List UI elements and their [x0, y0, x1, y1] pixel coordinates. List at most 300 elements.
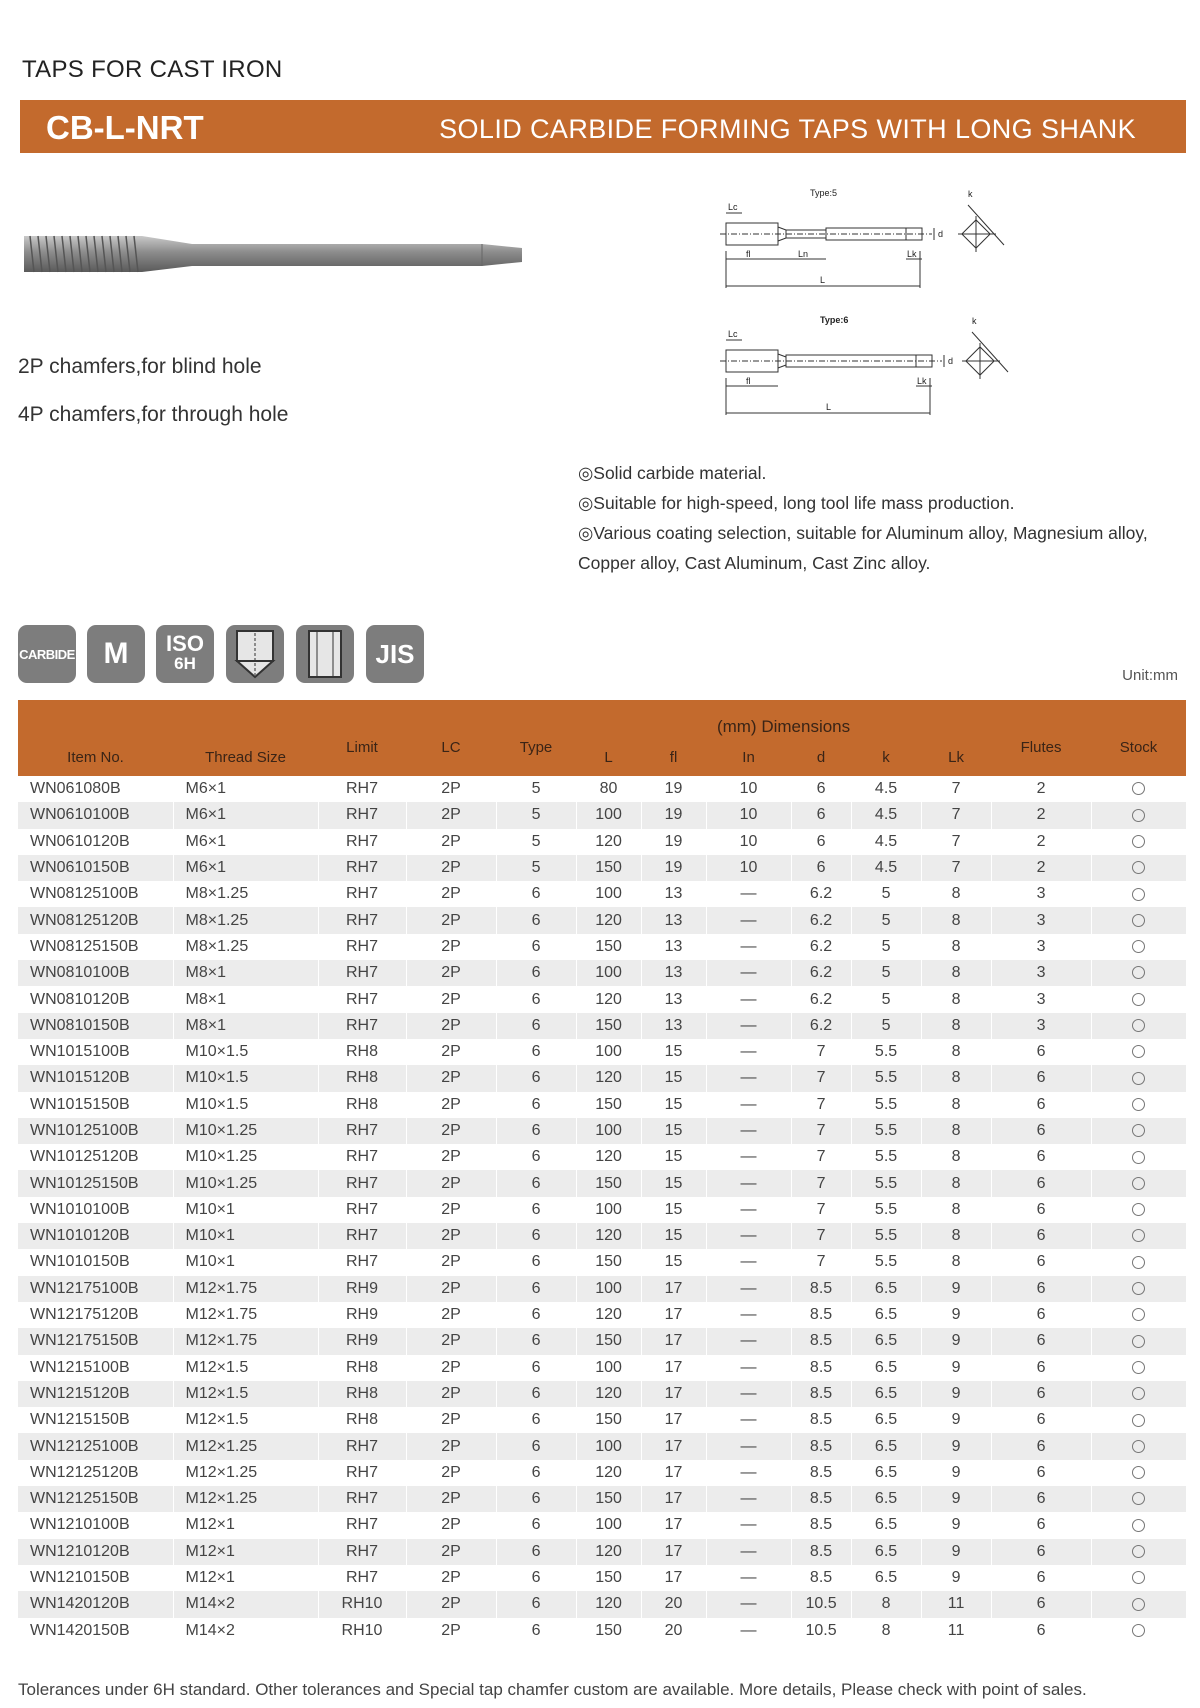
cell-stock [1091, 1591, 1186, 1617]
cell-d: 7 [791, 1249, 851, 1275]
cell-stock [1091, 907, 1186, 933]
cell-flutes: 6 [991, 1065, 1091, 1091]
cell-d: 6 [791, 855, 851, 881]
cell-stock [1091, 1092, 1186, 1118]
cell-thread-size: M6×1 [173, 829, 318, 855]
cell-k: 5 [851, 1013, 921, 1039]
cell-flutes: 6 [991, 1591, 1091, 1617]
cell-limit: RH7 [318, 934, 406, 960]
cell-item-no: WN12175150B [18, 1328, 173, 1354]
cell-limit: RH8 [318, 1407, 406, 1433]
cell-length: 120 [576, 1381, 641, 1407]
cell-lc: 2P [406, 802, 496, 828]
cell-lc: 2P [406, 1170, 496, 1196]
type5-ln-label: Ln [798, 249, 809, 259]
cell-stock [1091, 1407, 1186, 1433]
cell-type: 6 [496, 1144, 576, 1170]
cell-k: 6.5 [851, 1565, 921, 1591]
table-row [18, 1039, 1186, 1065]
cell-flutes: 6 [991, 1249, 1091, 1275]
cell-type: 6 [496, 1328, 576, 1354]
cell-length: 120 [576, 1302, 641, 1328]
cell-lc: 2P [406, 1460, 496, 1486]
cell-stock [1091, 1013, 1186, 1039]
cell-ln: — [706, 1065, 791, 1091]
cell-ln: — [706, 1460, 791, 1486]
cell-length: 150 [576, 1328, 641, 1354]
cell-type: 6 [496, 1512, 576, 1538]
cell-flutes: 6 [991, 1197, 1091, 1223]
cell-type: 6 [496, 1170, 576, 1196]
cell-thread-size: M10×1 [173, 1197, 318, 1223]
cell-limit: RH7 [318, 1486, 406, 1512]
feature-item: ◎Suitable for high-speed, long tool life mass production. [578, 493, 1015, 513]
cell-limit: RH10 [318, 1591, 406, 1617]
cell-length: 150 [576, 1486, 641, 1512]
cell-item-no: WN1015120B [18, 1065, 173, 1091]
type5-l-label: L [820, 275, 826, 285]
cell-type: 6 [496, 1249, 576, 1275]
cell-stock [1091, 1381, 1186, 1407]
cell-ln: — [706, 1249, 791, 1275]
cell-flutes: 6 [991, 1512, 1091, 1538]
cell-lc: 2P [406, 986, 496, 1012]
cell-stock [1091, 1328, 1186, 1354]
cell-thread-size: M8×1.25 [173, 881, 318, 907]
table-row [18, 1197, 1186, 1223]
cell-flutes: 6 [991, 1433, 1091, 1459]
cell-length: 120 [576, 1539, 641, 1565]
cell-lk: 8 [921, 1118, 991, 1144]
stock-circle-icon [1132, 1387, 1145, 1400]
cell-d: 6.2 [791, 960, 851, 986]
cell-limit: RH7 [318, 960, 406, 986]
cell-k: 6.5 [851, 1328, 921, 1354]
cell-d: 8.5 [791, 1355, 851, 1381]
cell-k: 5.5 [851, 1144, 921, 1170]
cell-lk: 8 [921, 1092, 991, 1118]
stock-circle-icon [1132, 1571, 1145, 1584]
cell-item-no: WN1015100B [18, 1039, 173, 1065]
cell-k: 6.5 [851, 1302, 921, 1328]
cell-d: 6.2 [791, 934, 851, 960]
cell-fl: 13 [641, 881, 706, 907]
cell-thread-size: M8×1.25 [173, 907, 318, 933]
cell-item-no: WN12175120B [18, 1302, 173, 1328]
cell-ln: 10 [706, 855, 791, 881]
cell-lk: 9 [921, 1512, 991, 1538]
jis-badge-icon: JIS [366, 625, 424, 683]
table-row [18, 934, 1186, 960]
cell-stock [1091, 1065, 1186, 1091]
cell-item-no: WN0610120B [18, 829, 173, 855]
cell-length: 100 [576, 1276, 641, 1302]
table-row [18, 1223, 1186, 1249]
cell-thread-size: M12×1.75 [173, 1302, 318, 1328]
cell-stock [1091, 1302, 1186, 1328]
cell-lk: 7 [921, 776, 991, 802]
cell-flutes: 6 [991, 1144, 1091, 1170]
cell-length: 120 [576, 1460, 641, 1486]
cell-limit: RH9 [318, 1328, 406, 1354]
cell-stock [1091, 986, 1186, 1012]
chamfer-note-blind: 2P chamfers,for blind hole [18, 355, 262, 378]
cell-stock [1091, 1565, 1186, 1591]
cell-flutes: 6 [991, 1565, 1091, 1591]
cell-k: 6.5 [851, 1486, 921, 1512]
cell-k: 8 [851, 1591, 921, 1617]
cell-lk: 9 [921, 1381, 991, 1407]
cell-stock [1091, 855, 1186, 881]
cell-lc: 2P [406, 1223, 496, 1249]
cell-length: 150 [576, 934, 641, 960]
cell-limit: RH8 [318, 1355, 406, 1381]
cell-flutes: 3 [991, 881, 1091, 907]
cell-type: 6 [496, 1197, 576, 1223]
stock-circle-icon [1132, 835, 1145, 848]
feature-item: ◎Various coating selection, suitable for Aluminum alloy, Magnesium alloy, Copper alloy, Cast Aluminum, Cast Zinc alloy. [578, 523, 1148, 573]
tap-product-image [22, 222, 522, 282]
cell-k: 5.5 [851, 1170, 921, 1196]
cell-length: 120 [576, 1065, 641, 1091]
cell-flutes: 3 [991, 907, 1091, 933]
cell-stock [1091, 1539, 1186, 1565]
cell-type: 6 [496, 1013, 576, 1039]
cell-k: 8 [851, 1618, 921, 1644]
cell-lk: 7 [921, 829, 991, 855]
cell-limit: RH7 [318, 1433, 406, 1459]
carbide-badge-icon: CARBIDE [18, 625, 76, 683]
cell-item-no: WN1215100B [18, 1355, 173, 1381]
cell-item-no: WN1010150B [18, 1249, 173, 1275]
table-row [18, 1486, 1186, 1512]
type6-k-label: k [972, 316, 977, 326]
cell-length: 100 [576, 1512, 641, 1538]
cell-limit: RH7 [318, 1144, 406, 1170]
cell-thread-size: M10×1.5 [173, 1092, 318, 1118]
through-hole-badge-icon [296, 625, 354, 683]
cell-k: 5.5 [851, 1092, 921, 1118]
iso-grade-text: 6H [174, 654, 196, 673]
cell-d: 6.2 [791, 881, 851, 907]
cell-length: 150 [576, 1407, 641, 1433]
cell-ln: — [706, 1170, 791, 1196]
cell-lk: 11 [921, 1618, 991, 1644]
cell-limit: RH8 [318, 1065, 406, 1091]
cell-thread-size: M8×1 [173, 986, 318, 1012]
table-row [18, 1539, 1186, 1565]
cell-thread-size: M10×1.25 [173, 1144, 318, 1170]
stock-circle-icon [1132, 1282, 1145, 1295]
cell-ln: — [706, 881, 791, 907]
cell-flutes: 6 [991, 1170, 1091, 1196]
cell-lk: 8 [921, 1065, 991, 1091]
cell-thread-size: M10×1.5 [173, 1065, 318, 1091]
type5-lk-label: Lk [907, 249, 917, 259]
cell-lc: 2P [406, 1302, 496, 1328]
feature-item: ◎Solid carbide material. [578, 463, 767, 483]
cell-item-no: WN10125100B [18, 1118, 173, 1144]
cell-length: 100 [576, 802, 641, 828]
table-row [18, 1118, 1186, 1144]
cell-lk: 8 [921, 1039, 991, 1065]
cell-thread-size: M12×1 [173, 1539, 318, 1565]
cell-fl: 17 [641, 1355, 706, 1381]
cell-flutes: 6 [991, 1092, 1091, 1118]
cell-k: 5 [851, 960, 921, 986]
cell-fl: 17 [641, 1460, 706, 1486]
cell-fl: 17 [641, 1407, 706, 1433]
cell-d: 10.5 [791, 1591, 851, 1617]
cell-thread-size: M10×1 [173, 1249, 318, 1275]
cell-lk: 7 [921, 802, 991, 828]
cell-k: 6.5 [851, 1512, 921, 1538]
cell-type: 6 [496, 1486, 576, 1512]
stock-circle-icon [1132, 1335, 1145, 1348]
type5-d-label: d [938, 229, 944, 239]
table-row [18, 1092, 1186, 1118]
cell-length: 100 [576, 1433, 641, 1459]
cell-fl: 19 [641, 829, 706, 855]
cell-limit: RH9 [318, 1302, 406, 1328]
cell-lk: 8 [921, 907, 991, 933]
cell-k: 6.5 [851, 1381, 921, 1407]
cell-limit: RH8 [318, 1092, 406, 1118]
cell-ln: — [706, 1092, 791, 1118]
cell-k: 5 [851, 881, 921, 907]
type5-lc-label: Lc [728, 202, 738, 212]
stock-circle-icon [1132, 1124, 1145, 1137]
cell-flutes: 3 [991, 1013, 1091, 1039]
cell-limit: RH7 [318, 1223, 406, 1249]
cell-lc: 2P [406, 1591, 496, 1617]
cell-lc: 2P [406, 1407, 496, 1433]
type6-diagram [706, 310, 1026, 420]
cell-stock [1091, 1223, 1186, 1249]
stock-circle-icon [1132, 1519, 1145, 1532]
cell-thread-size: M6×1 [173, 776, 318, 802]
cell-length: 100 [576, 1118, 641, 1144]
cell-item-no: WN0810120B [18, 986, 173, 1012]
cell-d: 6 [791, 802, 851, 828]
cell-item-no: WN1210150B [18, 1565, 173, 1591]
cell-d: 8.5 [791, 1460, 851, 1486]
cell-type: 6 [496, 1118, 576, 1144]
cell-ln: — [706, 1618, 791, 1644]
cell-fl: 15 [641, 1039, 706, 1065]
cell-k: 6.5 [851, 1539, 921, 1565]
col-ln: In [706, 738, 791, 776]
cell-flutes: 6 [991, 1276, 1091, 1302]
cell-k: 6.5 [851, 1355, 921, 1381]
cell-d: 6.2 [791, 986, 851, 1012]
cell-ln: — [706, 1591, 791, 1617]
cell-d: 7 [791, 1223, 851, 1249]
cell-fl: 15 [641, 1249, 706, 1275]
cell-lc: 2P [406, 960, 496, 986]
cell-length: 120 [576, 1591, 641, 1617]
cell-lc: 2P [406, 1618, 496, 1644]
cell-fl: 17 [641, 1433, 706, 1459]
footnote: Tolerances under 6H standard. Other tolerances and Special tap chamfer custom are available. More details, Please check with point of sales. [18, 1680, 1087, 1699]
cell-limit: RH7 [318, 1118, 406, 1144]
cell-lk: 8 [921, 1197, 991, 1223]
cell-fl: 19 [641, 802, 706, 828]
cell-thread-size: M6×1 [173, 855, 318, 881]
cell-fl: 15 [641, 1118, 706, 1144]
type5-title: Type:5 [810, 188, 838, 198]
cell-length: 150 [576, 855, 641, 881]
cell-thread-size: M12×1.75 [173, 1328, 318, 1354]
cell-lk: 9 [921, 1407, 991, 1433]
cell-item-no: WN1420150B [18, 1618, 173, 1644]
cell-fl: 17 [641, 1512, 706, 1538]
stock-circle-icon [1132, 1177, 1145, 1190]
cell-thread-size: M14×2 [173, 1591, 318, 1617]
table-row [18, 1276, 1186, 1302]
cell-type: 6 [496, 1302, 576, 1328]
cell-fl: 13 [641, 907, 706, 933]
stock-circle-icon [1132, 1256, 1145, 1269]
header-spacer-right [991, 700, 1186, 738]
cell-thread-size: M12×1.25 [173, 1486, 318, 1512]
cell-ln: — [706, 1223, 791, 1249]
cell-limit: RH8 [318, 1039, 406, 1065]
cell-thread-size: M10×1.5 [173, 1039, 318, 1065]
stock-circle-icon [1132, 914, 1145, 927]
cell-limit: RH10 [318, 1618, 406, 1644]
cell-type: 6 [496, 1223, 576, 1249]
cell-flutes: 3 [991, 934, 1091, 960]
cell-lk: 9 [921, 1302, 991, 1328]
cell-type: 6 [496, 1407, 576, 1433]
cell-ln: — [706, 986, 791, 1012]
table-row [18, 1144, 1186, 1170]
cell-item-no: WN1210120B [18, 1539, 173, 1565]
product-banner [20, 100, 1186, 153]
cell-k: 5.5 [851, 1223, 921, 1249]
cell-lc: 2P [406, 1144, 496, 1170]
cell-thread-size: M6×1 [173, 802, 318, 828]
cell-limit: RH7 [318, 802, 406, 828]
model-code: CB-L-NRT [46, 109, 204, 146]
cell-stock [1091, 1355, 1186, 1381]
cell-length: 100 [576, 1355, 641, 1381]
cell-type: 5 [496, 829, 576, 855]
cell-fl: 20 [641, 1591, 706, 1617]
cell-k: 5.5 [851, 1118, 921, 1144]
stock-circle-icon [1132, 1019, 1145, 1032]
cell-d: 10.5 [791, 1618, 851, 1644]
cell-thread-size: M12×1 [173, 1512, 318, 1538]
cell-item-no: WN08125100B [18, 881, 173, 907]
stock-circle-icon [1132, 1151, 1145, 1164]
cell-ln: 10 [706, 776, 791, 802]
product-subtitle: SOLID CARBIDE FORMING TAPS WITH LONG SHANK [439, 114, 1136, 144]
stock-circle-icon [1132, 1229, 1145, 1242]
type6-title: Type:6 [820, 315, 849, 325]
cell-stock [1091, 1197, 1186, 1223]
cell-fl: 13 [641, 934, 706, 960]
cell-length: 120 [576, 1144, 641, 1170]
cell-ln: — [706, 907, 791, 933]
cell-limit: RH7 [318, 1512, 406, 1538]
cell-d: 8.5 [791, 1328, 851, 1354]
cell-k: 6.5 [851, 1407, 921, 1433]
table-row [18, 986, 1186, 1012]
cell-length: 100 [576, 1039, 641, 1065]
cell-item-no: WN1420120B [18, 1591, 173, 1617]
table-row [18, 1013, 1186, 1039]
col-lc: LC [406, 738, 496, 776]
cell-d: 8.5 [791, 1433, 851, 1459]
cell-d: 8.5 [791, 1486, 851, 1512]
unit-label: Unit:mm [1122, 667, 1178, 684]
cell-flutes: 6 [991, 1539, 1091, 1565]
cell-ln: — [706, 1486, 791, 1512]
cell-length: 100 [576, 1197, 641, 1223]
cell-type: 6 [496, 1433, 576, 1459]
stock-circle-icon [1132, 940, 1145, 953]
cell-thread-size: M12×1.5 [173, 1407, 318, 1433]
table-row [18, 881, 1186, 907]
cell-k: 5.5 [851, 1065, 921, 1091]
cell-lc: 2P [406, 855, 496, 881]
cell-d: 8.5 [791, 1276, 851, 1302]
cell-item-no: WN08125150B [18, 934, 173, 960]
cell-d: 7 [791, 1197, 851, 1223]
cell-thread-size: M12×1.25 [173, 1460, 318, 1486]
cell-thread-size: M12×1.5 [173, 1381, 318, 1407]
cell-item-no: WN12125120B [18, 1460, 173, 1486]
header-spacer [18, 700, 576, 738]
cell-lk: 8 [921, 1170, 991, 1196]
cell-k: 4.5 [851, 776, 921, 802]
cell-lc: 2P [406, 1118, 496, 1144]
cell-d: 8.5 [791, 1565, 851, 1591]
cell-lk: 9 [921, 1486, 991, 1512]
cell-item-no: WN08125120B [18, 907, 173, 933]
cell-flutes: 6 [991, 1407, 1091, 1433]
cell-lc: 2P [406, 1092, 496, 1118]
cell-item-no: WN0610100B [18, 802, 173, 828]
cell-type: 5 [496, 855, 576, 881]
cell-thread-size: M12×1.5 [173, 1355, 318, 1381]
table-row [18, 1328, 1186, 1354]
cell-d: 6 [791, 829, 851, 855]
cell-ln: — [706, 1512, 791, 1538]
cell-k: 5 [851, 986, 921, 1012]
table-row [18, 960, 1186, 986]
cell-length: 100 [576, 960, 641, 986]
cell-k: 4.5 [851, 829, 921, 855]
stock-circle-icon [1132, 1361, 1145, 1374]
cell-lc: 2P [406, 1013, 496, 1039]
cell-limit: RH7 [318, 907, 406, 933]
cell-d: 6.2 [791, 1013, 851, 1039]
cell-fl: 19 [641, 776, 706, 802]
stock-circle-icon [1132, 1308, 1145, 1321]
cell-stock [1091, 1249, 1186, 1275]
cell-lc: 2P [406, 1065, 496, 1091]
cell-lc: 2P [406, 1276, 496, 1302]
cell-type: 6 [496, 1539, 576, 1565]
table-row [18, 829, 1186, 855]
cell-d: 7 [791, 1065, 851, 1091]
cell-limit: RH7 [318, 1565, 406, 1591]
cell-lk: 8 [921, 986, 991, 1012]
stock-circle-icon [1132, 1414, 1145, 1427]
